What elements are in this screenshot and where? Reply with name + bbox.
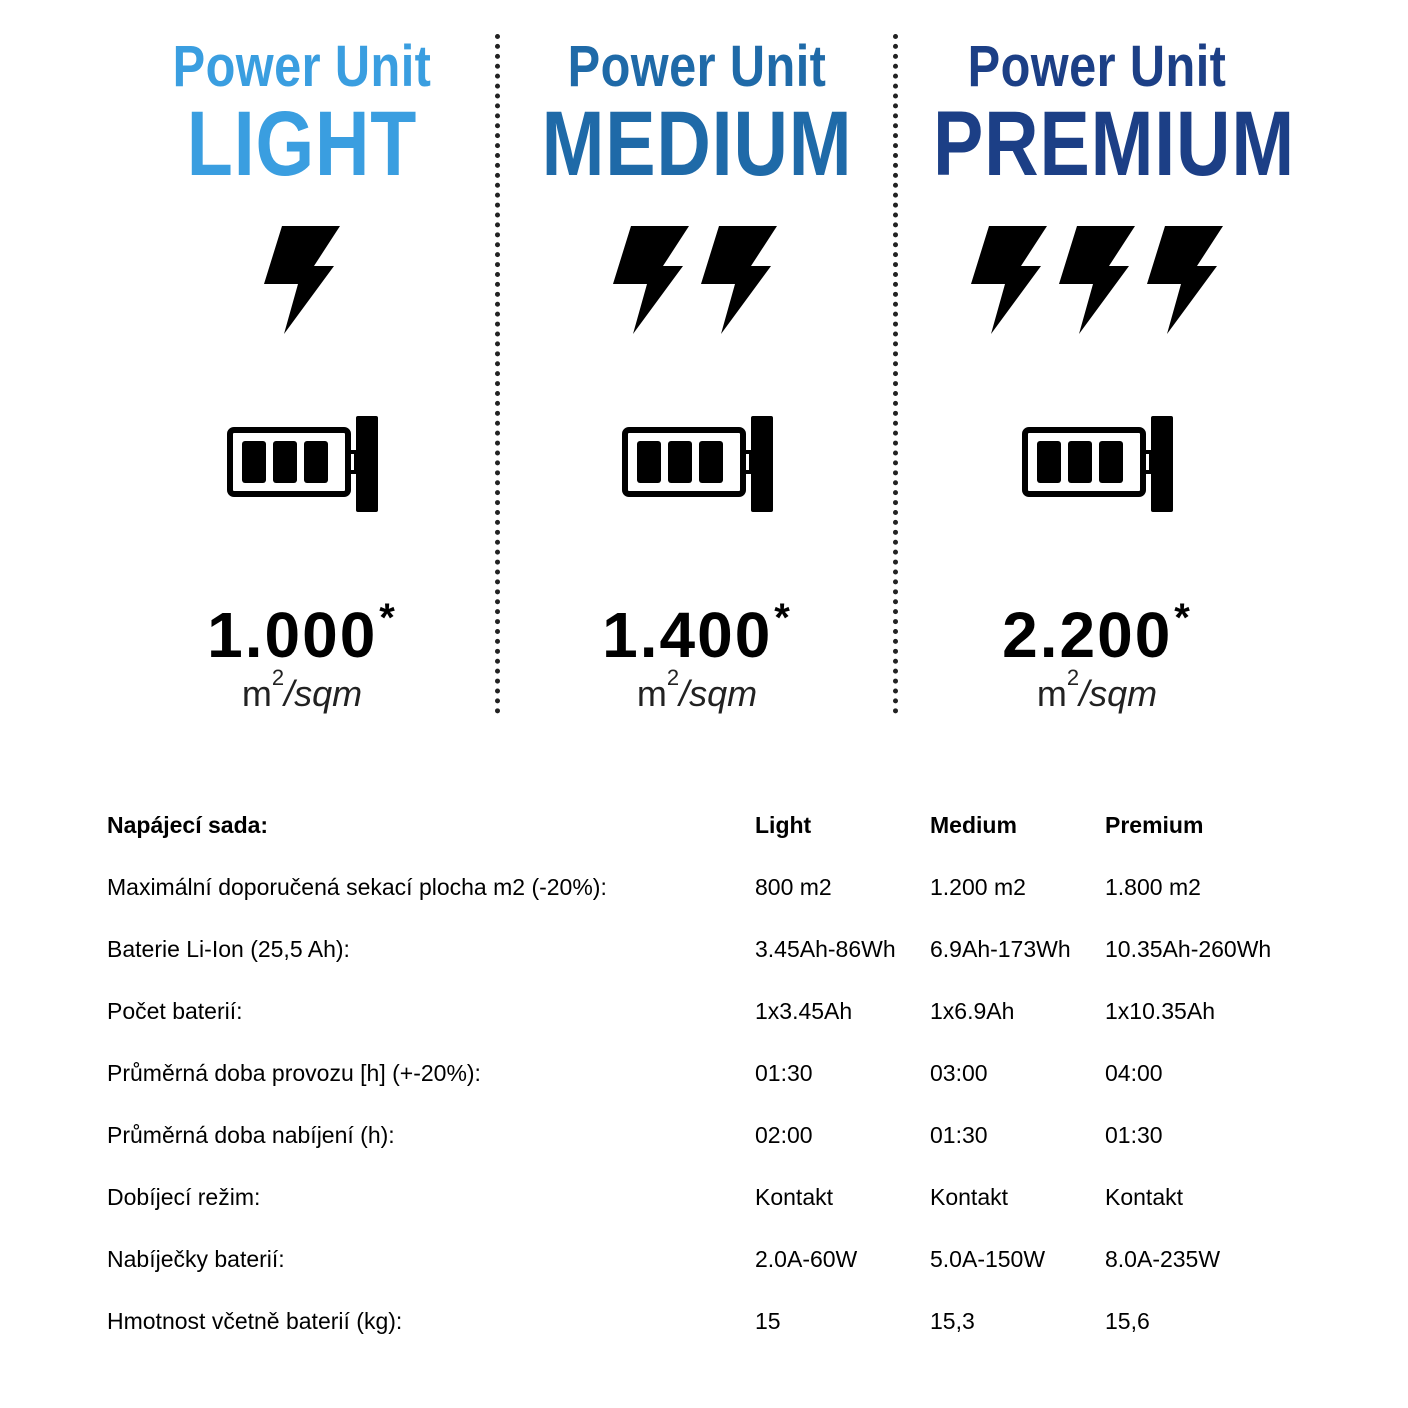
spec-premium: 8.0A-235W xyxy=(1105,1246,1221,1272)
spec-medium: 03:00 xyxy=(930,1060,988,1086)
spec-premium: Kontakt xyxy=(1105,1184,1183,1210)
spec-premium: 10.35Ah-260Wh xyxy=(1105,936,1272,962)
spec-medium: 6.9Ah-173Wh xyxy=(930,936,1071,962)
spec-light: 15 xyxy=(755,1308,781,1334)
spec-medium: Kontakt xyxy=(930,1184,1008,1210)
power-level xyxy=(897,222,1297,338)
spec-header-label: Napájecí sada: xyxy=(107,812,269,838)
unit-title: Power Unit xyxy=(172,34,432,99)
column-divider xyxy=(495,34,500,714)
spec-label: Průměrná doba nabíjení (h): xyxy=(107,1122,395,1148)
table-row xyxy=(107,856,1347,918)
table-row xyxy=(107,1228,1347,1290)
unit-title: Power Unit xyxy=(567,34,827,99)
unit-name: MEDIUM xyxy=(541,93,853,195)
unit-light xyxy=(102,0,502,740)
area-value: 1.400* xyxy=(602,596,792,671)
table-row xyxy=(107,1104,1347,1166)
spec-header-premium: Premium xyxy=(1105,812,1204,838)
spec-header-row xyxy=(107,794,1347,856)
battery-icon xyxy=(1021,414,1177,514)
unit-premium xyxy=(897,0,1297,740)
area-value: 2.200* xyxy=(1002,596,1192,671)
area-value: 1.000* xyxy=(207,596,397,671)
spec-medium: 1x6.9Ah xyxy=(930,998,1015,1024)
spec-premium: 1.800 m2 xyxy=(1105,874,1201,900)
spec-medium: 1.200 m2 xyxy=(930,874,1026,900)
spec-premium: 15,6 xyxy=(1105,1308,1150,1334)
unit-title: Power Unit xyxy=(967,34,1227,99)
lightning-bolt-icon xyxy=(699,222,779,334)
battery-icon xyxy=(621,414,777,514)
lightning-bolt-icon xyxy=(969,222,1049,334)
column-divider xyxy=(893,34,898,714)
spec-medium: 5.0A-150W xyxy=(930,1246,1046,1272)
spec-light: Kontakt xyxy=(755,1184,833,1210)
unit-name: LIGHT xyxy=(186,93,418,195)
spec-label: Maximální doporučená sekací plocha m2 (-20%): xyxy=(107,874,607,900)
spec-header-medium: Medium xyxy=(930,812,1017,838)
spec-label: Baterie Li-Ion (25,5 Ah): xyxy=(107,936,350,962)
spec-table xyxy=(107,794,1347,1352)
area-unit: $m^2$/sqm xyxy=(636,665,758,714)
spec-header-light: Light xyxy=(755,812,812,838)
spec-medium: 01:30 xyxy=(930,1122,988,1148)
spec-label: Průměrná doba provozu [h] (+-20%): xyxy=(107,1060,481,1086)
spec-label: Dobíjecí režim: xyxy=(107,1184,261,1210)
table-row xyxy=(107,980,1347,1042)
spec-label: Počet baterií: xyxy=(107,998,243,1024)
table-row xyxy=(107,1290,1347,1352)
spec-label: Hmotnost včetně baterií (kg): xyxy=(107,1308,403,1334)
lightning-bolt-icon xyxy=(1057,222,1137,334)
spec-premium: 04:00 xyxy=(1105,1060,1163,1086)
lightning-bolt-icon xyxy=(262,222,342,334)
spec-light: 1x3.45Ah xyxy=(755,998,853,1024)
table-row xyxy=(107,1166,1347,1228)
unit-medium xyxy=(497,0,897,740)
spec-medium: 15,3 xyxy=(930,1308,975,1334)
area-unit: $m^2$/sqm xyxy=(241,665,363,714)
spec-light: 3.45Ah-86Wh xyxy=(755,936,896,962)
spec-premium: 1x10.35Ah xyxy=(1105,998,1215,1024)
lightning-bolt-icon xyxy=(1145,222,1225,334)
battery-icon xyxy=(226,414,382,514)
spec-label: Nabíječky baterií: xyxy=(107,1246,285,1272)
spec-light: 800 m2 xyxy=(755,874,832,900)
table-row xyxy=(107,918,1347,980)
power-level xyxy=(102,222,502,338)
spec-light: 02:00 xyxy=(755,1122,813,1148)
area-unit: $m^2$/sqm xyxy=(1036,665,1158,714)
spec-premium: 01:30 xyxy=(1105,1122,1163,1148)
lightning-bolt-icon xyxy=(611,222,691,334)
power-level xyxy=(497,222,897,338)
spec-light: 01:30 xyxy=(755,1060,813,1086)
unit-name: PREMIUM xyxy=(933,93,1295,195)
table-row xyxy=(107,1042,1347,1104)
spec-light: 2.0A-60W xyxy=(755,1246,858,1272)
